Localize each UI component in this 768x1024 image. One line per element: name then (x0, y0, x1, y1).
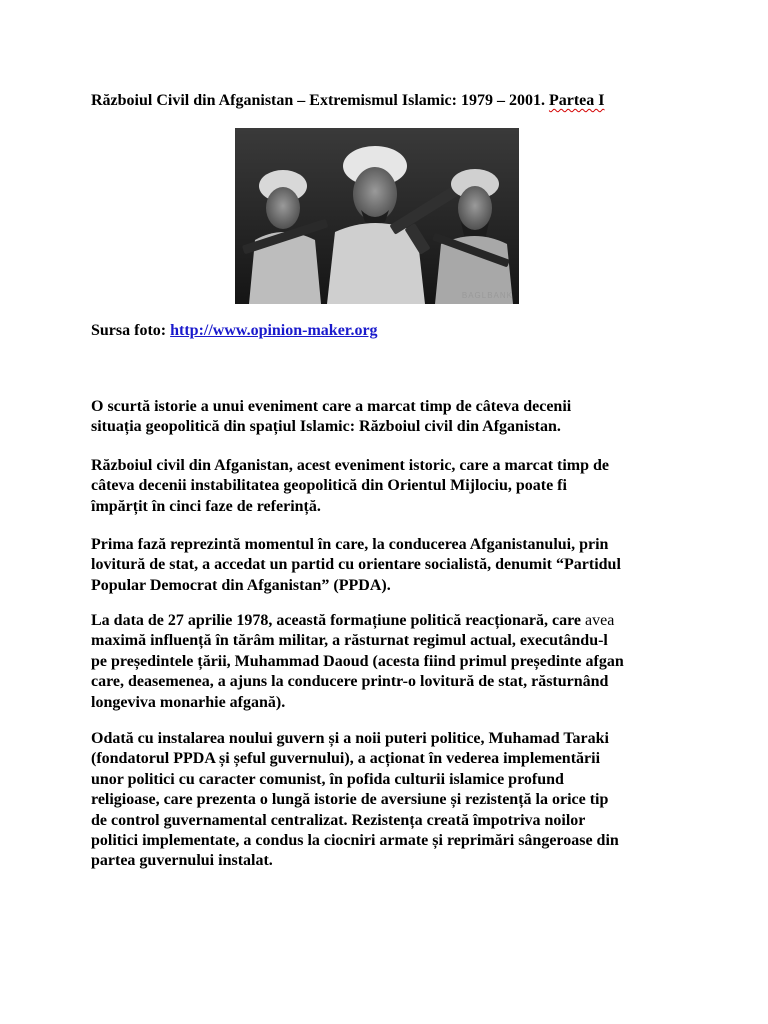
paragraph-taraki (91, 729, 691, 872)
text-line: care, deasemenea, a ajuns la conducere printr-o lovitură de stat, răsturnând (91, 673, 609, 691)
text-line: situația geopolitică din spațiul Islamic: Războiul civil din Afganistan. (91, 418, 561, 436)
paragraph-first-phase (91, 535, 691, 596)
text-line: maximă influență în tărâm militar, a răsturnat regimul actual, executându-l (91, 632, 608, 650)
photo-illustration (235, 128, 519, 304)
text-line: unor politici cu caracter comunist, în pofida culturii islamice profund (91, 770, 564, 788)
text-line: O scurtă istorie a unui eveniment care a marcat timp de câteva decenii (91, 398, 572, 415)
text-line: de control guvernamental centralizat. Rezistența creată împotriva noilor (91, 811, 586, 829)
paragraph-phases (91, 456, 691, 517)
text-line: Odată cu instalarea noului guvern și a noii puteri politice, Muhamad Taraki (91, 730, 609, 747)
text-run-regular: avea (585, 612, 615, 629)
text-line: religioase, care prezenta o lungă istorie de aversiune și rezistență la orice tip (91, 791, 609, 809)
photo-watermark: BAGLBANK (461, 291, 513, 300)
text-line (91, 611, 691, 631)
text-line: politici implementate, a condus la ciocniri armate și reprimări sângeroase din (91, 832, 619, 850)
photo-source (91, 320, 378, 341)
text-line: partea guvernului instalat. (91, 852, 273, 870)
text-line: longeviva monarhie afgană). (91, 693, 286, 711)
paragraph-april-1978 (91, 611, 691, 713)
text-run: La data de 27 aprilie 1978, această formațiune politică reacționară, care (91, 612, 585, 629)
text-line: Războiul civil din Afganistan, acest eveniment istoric, care a marcat timp de (91, 457, 610, 474)
title-part-spellcheck: Partea I (548, 92, 605, 109)
text-line: Prima fază reprezintă momentul în care, la conducerea Afganistanului, prin (91, 536, 609, 553)
fighters-photo (235, 128, 519, 304)
text-line: câteva decenii instabilitatea geopolitică din Orientul Mijlociu, poate fi (91, 477, 567, 495)
paragraph-intro (91, 397, 691, 438)
text-line: împărțit în cinci faze de referință. (91, 497, 321, 515)
source-link[interactable]: http://www.opinion-maker.org (170, 322, 378, 339)
text-line: pe președintele țării, Muhammad Daoud (acesta fiind primul președinte afgan (91, 652, 624, 670)
text-line: lovitură de stat, a accedat un partid cu orientare socialistă, denumit “Partidul (91, 556, 621, 574)
document-title (91, 90, 711, 111)
text-line: Popular Democrat din Afganistan” (PPDA). (91, 576, 391, 594)
title-main: Războiul Civil din Afganistan – Extremismul Islamic: 1979 – 2001. (91, 92, 549, 109)
text-line: (fondatorul PPDA și șeful guvernului), a acționat în vederea implementării (91, 750, 601, 768)
source-label: Sursa foto: (91, 322, 171, 339)
